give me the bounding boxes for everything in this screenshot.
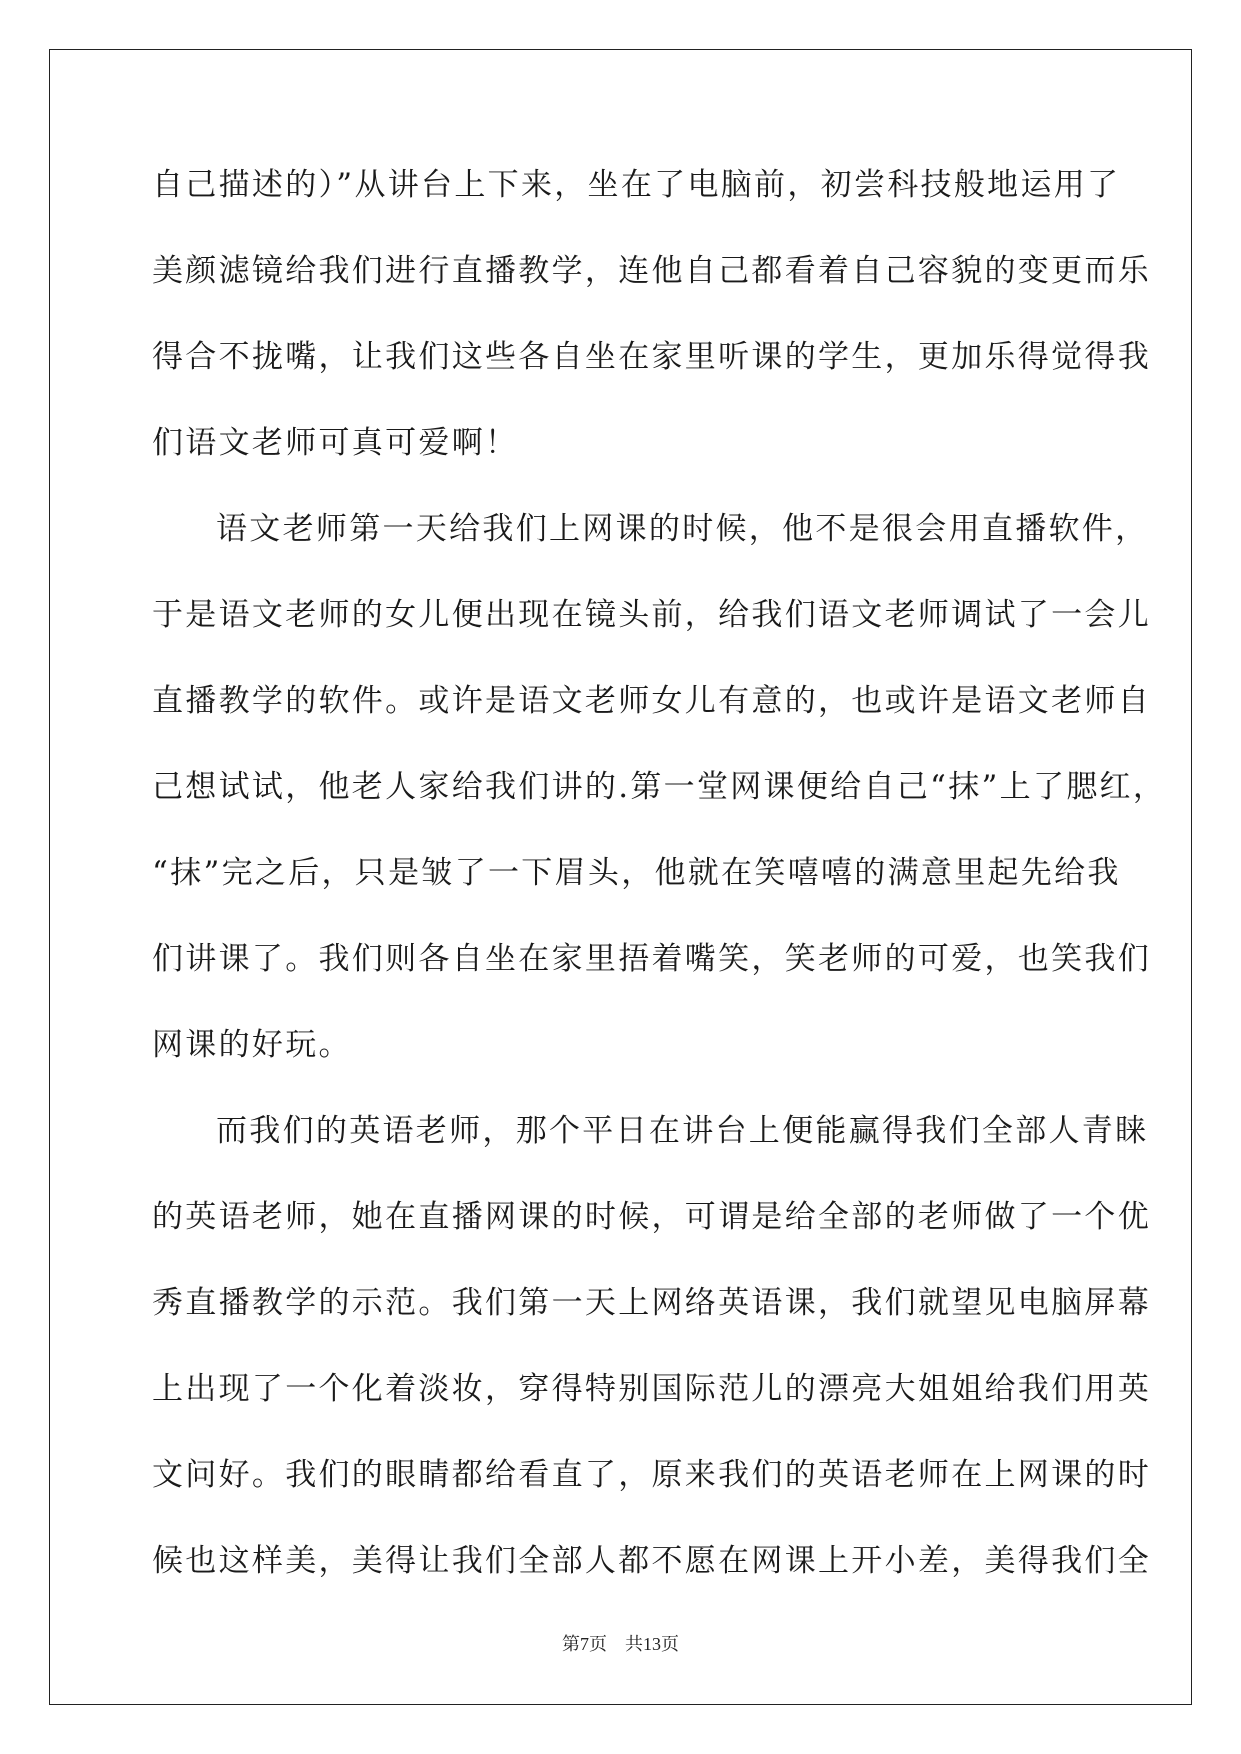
text-line: 美颜滤镜给我们进行直播教学，连他自己都看着自己容貌的变更而乐	[152, 253, 1151, 289]
text-line: 秀直播教学的示范。我们第一天上网络英语课，我们就望见电脑屏幕	[152, 1285, 1151, 1321]
text-line: 自己描述的）”从讲台上下来，坐在了电脑前，初尝科技般地运用了	[152, 167, 1121, 203]
text-line: 文问好。我们的眼睛都给看直了，原来我们的英语老师在上网课的时	[152, 1457, 1151, 1493]
text-line: 语文老师第一天给我们上网课的时候，他不是很会用直播软件，	[216, 511, 1149, 547]
text-line: “抹”完之后，只是皱了一下眉头，他就在笑嘻嘻的满意里起先给我	[152, 855, 1121, 891]
text-line: 们讲课了。我们则各自坐在家里捂着嘴笑，笑老师的可爱，也笑我们	[152, 941, 1151, 977]
text-line: 得合不拢嘴，让我们这些各自坐在家里听课的学生，更加乐得觉得我	[152, 339, 1151, 375]
paragraph	[152, 158, 1151, 502]
paragraph	[152, 502, 1167, 1104]
text-line: 而我们的英语老师，那个平日在讲台上便能赢得我们全部人青睐	[216, 1113, 1149, 1149]
text-line: 己想试试，他老人家给我们讲的.第一堂网课便给自己“抹”上了腮红，	[152, 769, 1167, 805]
text-line: 们语文老师可真可爱啊！	[152, 425, 519, 461]
document-body	[152, 158, 1167, 1620]
text-line: 直播教学的软件。或许是语文老师女儿有意的，也或许是语文老师自	[152, 683, 1151, 719]
page-number-footer: 第7页 共13页	[562, 1634, 679, 1654]
text-line: 上出现了一个化着淡妆，穿得特别国际范儿的漂亮大姐姐给我们用英	[152, 1371, 1151, 1407]
text-line: 于是语文老师的女儿便出现在镜头前，给我们语文老师调试了一会儿	[152, 597, 1151, 633]
text-line: 网课的好玩。	[152, 1027, 352, 1063]
text-line: 的英语老师，她在直播网课的时候，可谓是给全部的老师做了一个优	[152, 1199, 1151, 1235]
text-line: 候也这样美，美得让我们全部人都不愿在网课上开小差，美得我们全	[152, 1543, 1151, 1579]
paragraph	[152, 1104, 1151, 1620]
